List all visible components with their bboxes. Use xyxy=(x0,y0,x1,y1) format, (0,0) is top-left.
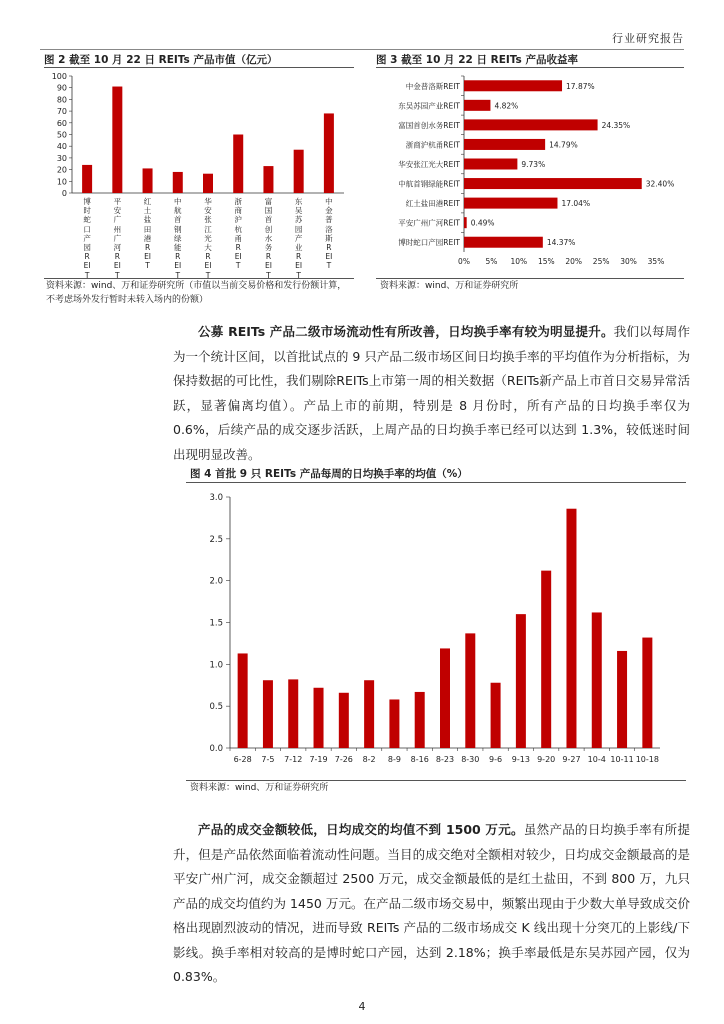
fig3-bar-5 xyxy=(464,159,517,170)
fig4-title: 图 4 首批 9 只 REITs 产品每周的日均换手率的均值（%） xyxy=(190,468,468,480)
fig4-y-tick-label-3: 1.5 xyxy=(209,618,223,629)
fig3-x-tick-label-5: 25% xyxy=(592,257,610,266)
fig4-bar-11 xyxy=(491,683,501,748)
fig4-x-tick-label-2: 7-5 xyxy=(261,755,275,764)
fig4-bar-13 xyxy=(541,571,551,748)
fig2-y-tick-label-1: 10 xyxy=(56,177,67,187)
fig4-y-tick-label-5: 2.5 xyxy=(209,534,223,545)
paragraph-liquidity xyxy=(173,320,690,467)
fig4-x-tick-label-9: 8-23 xyxy=(435,755,455,764)
fig3-data-label-2: 4.82% xyxy=(494,101,519,111)
fig4-bar-9 xyxy=(440,648,450,748)
fig4-bar-14 xyxy=(566,509,576,748)
fig2-bar-4 xyxy=(173,172,183,193)
fig2-bar-2 xyxy=(112,87,122,193)
fig4-bar-2 xyxy=(263,680,273,748)
fig3-category-label-4: 浙商沪杭甬REIT xyxy=(405,140,460,150)
fig3-x-tick-label-1: 5% xyxy=(485,257,498,266)
fig2-y-tick-label-9: 90 xyxy=(56,83,67,93)
fig4-bar-6 xyxy=(364,680,374,748)
fig2-category-label-7: 富国首创水务REIT xyxy=(264,197,273,280)
fig3-title: 图 3 截至 10 月 22 日 REITs 产品收益率 xyxy=(376,54,578,66)
fig4-x-tick-label-10: 8-30 xyxy=(461,755,480,764)
fig4-bar-17 xyxy=(642,638,652,748)
fig4-x-tick-label-16: 10-11 xyxy=(610,755,634,764)
fig4-bar-5 xyxy=(339,693,349,748)
fig2-bar-1 xyxy=(82,165,92,193)
fig3-x-tick-label-7: 35% xyxy=(647,257,665,266)
fig4-x-tick-label-11: 9-6 xyxy=(489,755,503,764)
fig4-x-tick-label-1: 6-28 xyxy=(233,755,252,764)
fig3-x-tick-label-6: 30% xyxy=(620,257,637,266)
fig3-x-tick-label-2: 10% xyxy=(510,257,528,266)
fig2-bar-5 xyxy=(203,174,213,193)
fig4-x-tick-label-15: 10-4 xyxy=(587,755,606,764)
fig2-category-label-6: 浙商沪杭甬REIT xyxy=(234,197,242,271)
fig4-x-tick-label-6: 8-2 xyxy=(362,755,376,764)
fig4-y-tick-label-1: 0.5 xyxy=(209,702,223,713)
paragraph-liquidity-lead: 公募 REITs 产品二级市场流动性有所改善，日均换手率有较为明显提升。 xyxy=(198,324,614,339)
fig2-category-label-3: 红土盐田港REIT xyxy=(143,197,152,271)
fig2-bar-8 xyxy=(294,150,304,193)
paragraph-trading-volume xyxy=(173,818,690,990)
header-rule xyxy=(40,49,684,50)
fig2-bar-6 xyxy=(233,135,243,194)
fig2-category-label-5: 华安张江光大REIT xyxy=(204,197,212,280)
fig4-bar-1 xyxy=(238,653,248,748)
fig4-x-tick-label-7: 8-9 xyxy=(387,755,401,764)
fig4-x-tick-label-17: 10-18 xyxy=(635,755,659,764)
fig3-data-label-4: 14.79% xyxy=(549,140,578,150)
fig2-source: 资料来源：wind、万和证券研究所（市值以当前交易价格和发行份额计算，不考虑场外发行暂时未转入场内的份额） xyxy=(46,281,347,305)
fig2-y-tick-label-6: 60 xyxy=(56,118,67,128)
fig4-bar-12 xyxy=(516,614,526,748)
fig3-data-label-6: 32.40% xyxy=(645,179,675,189)
fig3-bar-1 xyxy=(464,80,562,91)
fig2-y-tick-label-5: 50 xyxy=(56,130,67,140)
fig4-x-tick-label-3: 7-12 xyxy=(284,755,303,764)
fig2-title: 图 2 截至 10 月 22 日 REITs 产品市值（亿元） xyxy=(44,54,278,66)
fig3-x-tick-label-3: 15% xyxy=(537,257,555,266)
fig4-x-tick-label-12: 9-13 xyxy=(511,755,530,764)
fig4-bar-10 xyxy=(465,633,475,748)
fig2-category-label-9: 中金普洛斯REIT xyxy=(325,197,333,271)
fig4-title-rule xyxy=(186,482,686,483)
fig4-bar-7 xyxy=(389,699,399,748)
fig2-bar-9 xyxy=(324,113,334,193)
page-number: 4 xyxy=(358,1000,366,1013)
fig2-category-label-8: 东吴苏园产业REIT xyxy=(294,197,303,280)
fig4-y-tick-label-0: 0.0 xyxy=(209,744,223,754)
fig3-data-label-5: 9.73% xyxy=(521,160,546,169)
fig4-y-tick-label-2: 1.0 xyxy=(209,660,223,671)
fig4-y-tick-label-4: 2.0 xyxy=(209,576,223,587)
fig3-category-label-1: 中金普洛斯REIT xyxy=(405,81,460,91)
fig3-category-label-3: 富国首创水务REIT xyxy=(398,120,460,130)
fig4-x-tick-label-14: 9-27 xyxy=(562,755,581,764)
fig4-x-tick-label-5: 7-26 xyxy=(334,755,353,764)
fig2-y-tick-label-8: 80 xyxy=(56,95,67,105)
fig3-category-label-8: 平安广州广河REIT xyxy=(398,218,460,228)
fig4-bar-4 xyxy=(314,688,324,748)
fig2-y-tick-label-10: 100 xyxy=(51,72,67,81)
fig4-turnover-chart xyxy=(186,484,686,780)
paragraph-volume-body: 虽然产品的日均换手率有所提升，但是产品依然面临着流动性问题。当目的成交绝对全额相对较少，日均成交金额最高的是平安广州广河，成交金额超过 2500 万元，成交金额最低的是红土盐田，不到 800 万，九只产品的成交均值约为 1450 万元。在产品二级市场交易中，频繁出现由于少数大单导致成交价格出现剧烈波动的情况，进而导致 REITs 产品的二级市场成交 K 线出现十分突兀的上影线/下影线。换手率相对较高的是博时蛇口产园，达到 2.18%；换手率最低是东吴苏园产园，仅为 0.83%。 xyxy=(173,822,690,984)
fig2-category-label-1: 博时蛇口产园REIT xyxy=(83,197,91,280)
fig2-category-label-4: 中航首钢绿能REIT xyxy=(174,197,182,280)
fig3-bar-8 xyxy=(464,217,467,228)
fig3-data-label-3: 24.35% xyxy=(601,120,631,130)
fig3-category-label-2: 东吴苏园产业REIT xyxy=(398,101,460,111)
fig3-bar-9 xyxy=(464,237,543,248)
fig3-data-label-7: 17.04% xyxy=(561,199,591,209)
fig4-y-tick-label-6: 3.0 xyxy=(209,493,223,503)
fig2-bar-7 xyxy=(263,166,273,193)
fig2-bar-3 xyxy=(143,168,153,193)
fig2-category-label-2: 平安广州广河REIT xyxy=(113,197,122,280)
fig2-y-tick-label-7: 70 xyxy=(56,107,67,117)
fig2-y-tick-label-3: 30 xyxy=(56,153,67,163)
fig4-bar-8 xyxy=(415,692,425,748)
fig3-bar-7 xyxy=(464,198,557,209)
fig3-bar-4 xyxy=(464,139,545,150)
paragraph-liquidity-body: 我们以每周作为一个统计区间，以首批试点的 9 只产品二级市场区间日均换手率的平均值作为分析指标，为保持数据的可比性，我们剔除REITs上市第一周的相关数据（REITs新产品上市首日交易异常活跃，显著偏离均值）。产品上市的前期，特别是 8 月份时，所有产品的日均换手率仅为 0.6%，后续产品的成交逐步活跃，上周产品的日均换手率已经可以达到 1.3%，较低迷时间出现明显改善。 xyxy=(173,324,690,462)
fig2-y-tick-label-0: 0 xyxy=(61,189,67,198)
fig3-category-label-5: 华安张江光大REIT xyxy=(398,160,460,169)
fig4-bar-3 xyxy=(288,679,298,748)
fig2-y-tick-label-2: 20 xyxy=(56,165,67,175)
fig3-source: 资料来源：wind、万和证券研究所 xyxy=(380,281,519,291)
fig3-bar-2 xyxy=(464,100,490,111)
fig3-data-label-1: 17.87% xyxy=(566,81,595,91)
fig4-bar-15 xyxy=(592,612,602,748)
fig4-x-tick-label-8: 8-16 xyxy=(410,755,429,764)
report-type-header: 行业研究报告 xyxy=(612,32,684,45)
fig3-category-label-6: 中航首钢绿能REIT xyxy=(398,179,460,189)
fig3-x-tick-label-4: 20% xyxy=(565,257,583,266)
fig4-bar-16 xyxy=(617,651,627,748)
fig3-return-chart xyxy=(376,68,684,278)
fig3-bar-3 xyxy=(464,119,598,130)
fig3-category-label-9: 博时蛇口产园REIT xyxy=(398,238,460,248)
paragraph-volume-lead: 产品的成交金额较低，日均成交的均值不到 1500 万元。 xyxy=(198,822,524,837)
fig3-category-label-7: 红土盐田港REIT xyxy=(405,199,460,209)
fig3-data-label-8: 0.49% xyxy=(470,218,495,228)
fig3-bar-6 xyxy=(464,178,642,189)
fig4-x-tick-label-4: 7-19 xyxy=(309,755,328,764)
fig4-x-tick-label-13: 9-20 xyxy=(537,755,556,764)
fig3-x-tick-label-0: 0% xyxy=(458,257,470,266)
fig4-source: 资料来源：wind、万和证券研究所 xyxy=(190,783,329,793)
fig2-y-tick-label-4: 40 xyxy=(56,142,67,152)
fig3-data-label-9: 14.37% xyxy=(546,238,576,248)
